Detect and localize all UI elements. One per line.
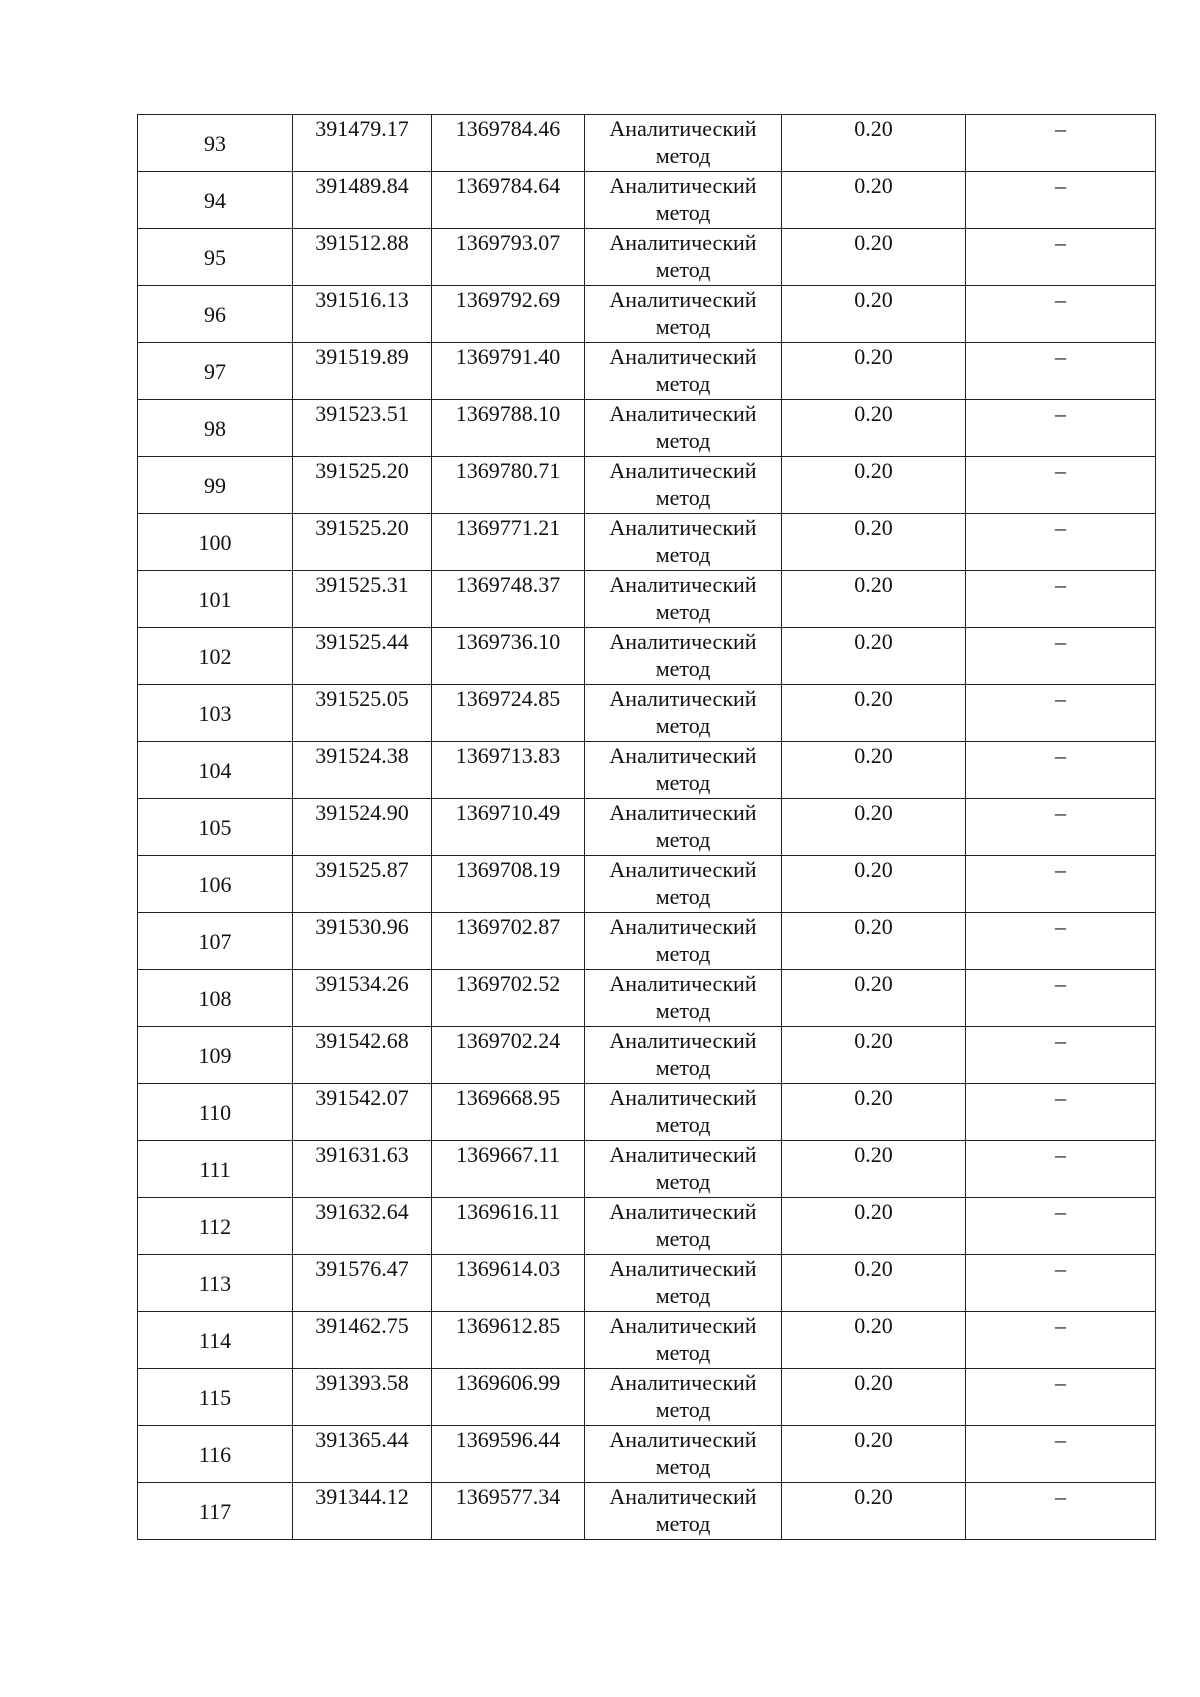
method-line-2: метод: [655, 200, 711, 225]
x-coordinate-cell: 391489.84: [293, 172, 432, 229]
point-number-cell: 100: [138, 514, 293, 571]
point-number-cell: 101: [138, 571, 293, 628]
method-line-1: Аналитический: [609, 743, 757, 768]
x-coordinate-cell: 391542.68: [293, 1027, 432, 1084]
table-row: [138, 400, 1156, 457]
point-number-cell: 95: [138, 229, 293, 286]
method-line-2: метод: [655, 1226, 711, 1251]
note-cell: –: [966, 1483, 1156, 1540]
note-cell: –: [966, 1141, 1156, 1198]
y-coordinate-cell: 1369780.71: [432, 457, 585, 514]
method-line-1: Аналитический: [609, 1484, 757, 1509]
method-cell: [585, 970, 782, 1027]
x-coordinate-cell: 391530.96: [293, 913, 432, 970]
method-cell: [585, 115, 782, 172]
table-row: [138, 742, 1156, 799]
note-cell: –: [966, 115, 1156, 172]
method-cell: [585, 1483, 782, 1540]
method-line-2: метод: [655, 1112, 711, 1137]
method-line-2: метод: [655, 713, 711, 738]
x-coordinate-cell: 391525.20: [293, 457, 432, 514]
method-cell: [585, 1255, 782, 1312]
method-line-1: Аналитический: [609, 629, 757, 654]
point-number-cell: 99: [138, 457, 293, 514]
note-cell: –: [966, 685, 1156, 742]
method-cell: [585, 172, 782, 229]
point-number-cell: 103: [138, 685, 293, 742]
x-coordinate-cell: 391519.89: [293, 343, 432, 400]
y-coordinate-cell: 1369792.69: [432, 286, 585, 343]
method-line-2: метод: [655, 770, 711, 795]
method-cell: [585, 1426, 782, 1483]
note-cell: –: [966, 571, 1156, 628]
note-cell: –: [966, 457, 1156, 514]
note-cell: –: [966, 1027, 1156, 1084]
point-number-cell: 96: [138, 286, 293, 343]
x-coordinate-cell: 391524.90: [293, 799, 432, 856]
x-coordinate-cell: 391576.47: [293, 1255, 432, 1312]
accuracy-cell: 0.20: [782, 1483, 966, 1540]
y-coordinate-cell: 1369788.10: [432, 400, 585, 457]
y-coordinate-cell: 1369791.40: [432, 343, 585, 400]
point-number-cell: 114: [138, 1312, 293, 1369]
note-cell: –: [966, 1312, 1156, 1369]
method-line-2: метод: [655, 1055, 711, 1080]
table-row: [138, 343, 1156, 400]
accuracy-cell: 0.20: [782, 571, 966, 628]
method-cell: [585, 457, 782, 514]
accuracy-cell: 0.20: [782, 1426, 966, 1483]
table-row: [138, 1483, 1156, 1540]
method-line-1: Аналитический: [609, 116, 757, 141]
note-cell: –: [966, 1198, 1156, 1255]
method-line-1: Аналитический: [609, 914, 757, 939]
accuracy-cell: 0.20: [782, 1084, 966, 1141]
point-number-cell: 104: [138, 742, 293, 799]
table-row: [138, 685, 1156, 742]
table-row: [138, 172, 1156, 229]
method-line-2: метод: [655, 1283, 711, 1308]
accuracy-cell: 0.20: [782, 1369, 966, 1426]
x-coordinate-cell: 391534.26: [293, 970, 432, 1027]
x-coordinate-cell: 391393.58: [293, 1369, 432, 1426]
note-cell: –: [966, 1084, 1156, 1141]
point-number-cell: 111: [138, 1141, 293, 1198]
note-cell: –: [966, 1426, 1156, 1483]
y-coordinate-cell: 1369577.34: [432, 1483, 585, 1540]
method-line-2: метод: [655, 371, 711, 396]
point-number-cell: 97: [138, 343, 293, 400]
accuracy-cell: 0.20: [782, 229, 966, 286]
method-line-1: Аналитический: [609, 686, 757, 711]
accuracy-cell: 0.20: [782, 685, 966, 742]
note-cell: –: [966, 172, 1156, 229]
method-line-2: метод: [655, 1511, 711, 1536]
method-cell: [585, 400, 782, 457]
x-coordinate-cell: 391344.12: [293, 1483, 432, 1540]
method-cell: [585, 742, 782, 799]
note-cell: –: [966, 742, 1156, 799]
method-line-2: метод: [655, 884, 711, 909]
method-line-1: Аналитический: [609, 1427, 757, 1452]
x-coordinate-cell: 391525.87: [293, 856, 432, 913]
accuracy-cell: 0.20: [782, 970, 966, 1027]
method-line-2: метод: [655, 827, 711, 852]
method-line-1: Аналитический: [609, 287, 757, 312]
method-cell: [585, 628, 782, 685]
point-number-cell: 107: [138, 913, 293, 970]
x-coordinate-cell: 391632.64: [293, 1198, 432, 1255]
accuracy-cell: 0.20: [782, 115, 966, 172]
method-line-1: Аналитический: [609, 401, 757, 426]
y-coordinate-cell: 1369668.95: [432, 1084, 585, 1141]
x-coordinate-cell: 391512.88: [293, 229, 432, 286]
method-line-1: Аналитический: [609, 1028, 757, 1053]
accuracy-cell: 0.20: [782, 856, 966, 913]
method-line-2: метод: [655, 998, 711, 1023]
note-cell: –: [966, 343, 1156, 400]
x-coordinate-cell: 391631.63: [293, 1141, 432, 1198]
note-cell: –: [966, 1255, 1156, 1312]
x-coordinate-cell: 391365.44: [293, 1426, 432, 1483]
table-row: [138, 229, 1156, 286]
x-coordinate-cell: 391479.17: [293, 115, 432, 172]
point-number-cell: 115: [138, 1369, 293, 1426]
method-line-2: метод: [655, 1169, 711, 1194]
method-line-1: Аналитический: [609, 344, 757, 369]
method-line-1: Аналитический: [609, 230, 757, 255]
method-line-1: Аналитический: [609, 1142, 757, 1167]
note-cell: –: [966, 856, 1156, 913]
table-row: [138, 1369, 1156, 1426]
coordinates-table: [137, 114, 1156, 1540]
method-line-2: метод: [655, 314, 711, 339]
x-coordinate-cell: 391524.38: [293, 742, 432, 799]
method-line-2: метод: [655, 428, 711, 453]
y-coordinate-cell: 1369713.83: [432, 742, 585, 799]
note-cell: –: [966, 229, 1156, 286]
method-cell: [585, 229, 782, 286]
table-row: [138, 1198, 1156, 1255]
y-coordinate-cell: 1369702.87: [432, 913, 585, 970]
note-cell: –: [966, 970, 1156, 1027]
method-cell: [585, 1312, 782, 1369]
point-number-cell: 109: [138, 1027, 293, 1084]
x-coordinate-cell: 391525.44: [293, 628, 432, 685]
method-cell: [585, 343, 782, 400]
method-line-1: Аналитический: [609, 971, 757, 996]
table-row: [138, 1312, 1156, 1369]
table-row: [138, 913, 1156, 970]
note-cell: –: [966, 799, 1156, 856]
x-coordinate-cell: 391525.20: [293, 514, 432, 571]
method-cell: [585, 1084, 782, 1141]
note-cell: –: [966, 913, 1156, 970]
x-coordinate-cell: 391462.75: [293, 1312, 432, 1369]
y-coordinate-cell: 1369784.46: [432, 115, 585, 172]
accuracy-cell: 0.20: [782, 1312, 966, 1369]
accuracy-cell: 0.20: [782, 1255, 966, 1312]
table-row: [138, 970, 1156, 1027]
point-number-cell: 102: [138, 628, 293, 685]
x-coordinate-cell: 391525.05: [293, 685, 432, 742]
accuracy-cell: 0.20: [782, 742, 966, 799]
table-row: [138, 799, 1156, 856]
y-coordinate-cell: 1369793.07: [432, 229, 585, 286]
table-row: [138, 856, 1156, 913]
table-row: [138, 1084, 1156, 1141]
point-number-cell: 113: [138, 1255, 293, 1312]
y-coordinate-cell: 1369771.21: [432, 514, 585, 571]
accuracy-cell: 0.20: [782, 172, 966, 229]
accuracy-cell: 0.20: [782, 400, 966, 457]
x-coordinate-cell: 391516.13: [293, 286, 432, 343]
note-cell: –: [966, 628, 1156, 685]
point-number-cell: 98: [138, 400, 293, 457]
table-body: [138, 115, 1156, 1540]
method-cell: [585, 913, 782, 970]
point-number-cell: 93: [138, 115, 293, 172]
y-coordinate-cell: 1369612.85: [432, 1312, 585, 1369]
y-coordinate-cell: 1369724.85: [432, 685, 585, 742]
method-line-2: метод: [655, 599, 711, 624]
accuracy-cell: 0.20: [782, 913, 966, 970]
table-row: [138, 1255, 1156, 1312]
table-row: [138, 514, 1156, 571]
method-cell: [585, 571, 782, 628]
method-cell: [585, 286, 782, 343]
accuracy-cell: 0.20: [782, 343, 966, 400]
method-line-1: Аналитический: [609, 800, 757, 825]
point-number-cell: 112: [138, 1198, 293, 1255]
method-cell: [585, 514, 782, 571]
method-line-2: метод: [655, 656, 711, 681]
table-row: [138, 628, 1156, 685]
method-line-1: Аналитический: [609, 1370, 757, 1395]
point-number-cell: 106: [138, 856, 293, 913]
method-cell: [585, 799, 782, 856]
accuracy-cell: 0.20: [782, 799, 966, 856]
table-row: [138, 457, 1156, 514]
method-line-2: метод: [655, 1397, 711, 1422]
y-coordinate-cell: 1369702.24: [432, 1027, 585, 1084]
y-coordinate-cell: 1369748.37: [432, 571, 585, 628]
accuracy-cell: 0.20: [782, 1141, 966, 1198]
y-coordinate-cell: 1369708.19: [432, 856, 585, 913]
method-line-2: метод: [655, 941, 711, 966]
y-coordinate-cell: 1369784.64: [432, 172, 585, 229]
method-cell: [585, 1027, 782, 1084]
method-line-2: метод: [655, 1454, 711, 1479]
method-cell: [585, 856, 782, 913]
method-line-1: Аналитический: [609, 458, 757, 483]
method-line-1: Аналитический: [609, 1199, 757, 1224]
accuracy-cell: 0.20: [782, 457, 966, 514]
accuracy-cell: 0.20: [782, 514, 966, 571]
y-coordinate-cell: 1369616.11: [432, 1198, 585, 1255]
method-cell: [585, 1198, 782, 1255]
table-row: [138, 1027, 1156, 1084]
method-cell: [585, 685, 782, 742]
accuracy-cell: 0.20: [782, 1027, 966, 1084]
table-row: [138, 115, 1156, 172]
method-line-1: Аналитический: [609, 515, 757, 540]
method-line-2: метод: [655, 542, 711, 567]
accuracy-cell: 0.20: [782, 1198, 966, 1255]
method-line-1: Аналитический: [609, 1313, 757, 1338]
point-number-cell: 105: [138, 799, 293, 856]
table-row: [138, 571, 1156, 628]
method-line-2: метод: [655, 485, 711, 510]
point-number-cell: 94: [138, 172, 293, 229]
method-line-1: Аналитический: [609, 1256, 757, 1281]
y-coordinate-cell: 1369596.44: [432, 1426, 585, 1483]
y-coordinate-cell: 1369606.99: [432, 1369, 585, 1426]
point-number-cell: 117: [138, 1483, 293, 1540]
method-line-2: метод: [655, 143, 711, 168]
point-number-cell: 116: [138, 1426, 293, 1483]
note-cell: –: [966, 1369, 1156, 1426]
accuracy-cell: 0.20: [782, 628, 966, 685]
table-row: [138, 286, 1156, 343]
method-line-1: Аналитический: [609, 173, 757, 198]
method-line-2: метод: [655, 257, 711, 282]
method-line-1: Аналитический: [609, 1085, 757, 1110]
table-row: [138, 1141, 1156, 1198]
method-line-1: Аналитический: [609, 857, 757, 882]
y-coordinate-cell: 1369736.10: [432, 628, 585, 685]
note-cell: –: [966, 400, 1156, 457]
x-coordinate-cell: 391523.51: [293, 400, 432, 457]
method-cell: [585, 1141, 782, 1198]
y-coordinate-cell: 1369710.49: [432, 799, 585, 856]
point-number-cell: 110: [138, 1084, 293, 1141]
method-line-1: Аналитический: [609, 572, 757, 597]
y-coordinate-cell: 1369702.52: [432, 970, 585, 1027]
x-coordinate-cell: 391525.31: [293, 571, 432, 628]
point-number-cell: 108: [138, 970, 293, 1027]
method-cell: [585, 1369, 782, 1426]
method-line-2: метод: [655, 1340, 711, 1365]
note-cell: –: [966, 514, 1156, 571]
note-cell: –: [966, 286, 1156, 343]
y-coordinate-cell: 1369614.03: [432, 1255, 585, 1312]
y-coordinate-cell: 1369667.11: [432, 1141, 585, 1198]
accuracy-cell: 0.20: [782, 286, 966, 343]
table-row: [138, 1426, 1156, 1483]
x-coordinate-cell: 391542.07: [293, 1084, 432, 1141]
